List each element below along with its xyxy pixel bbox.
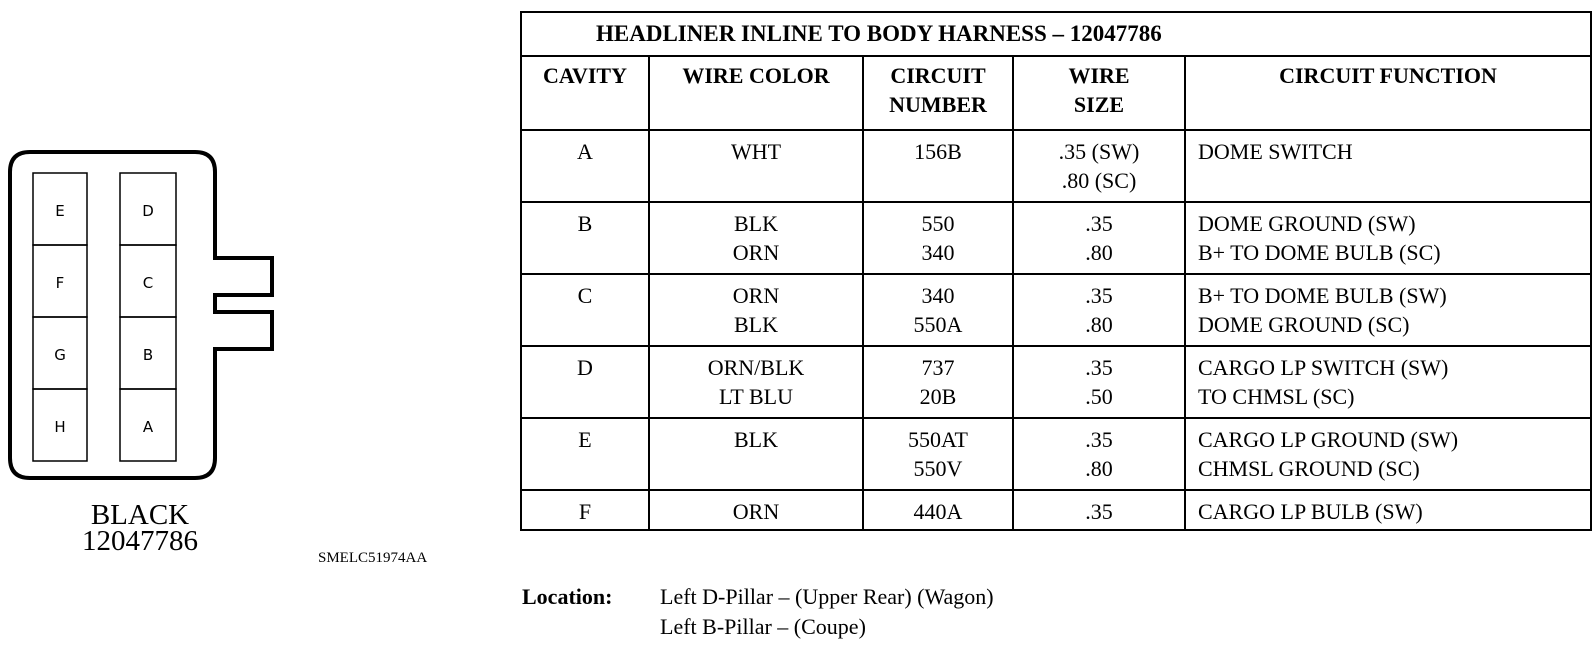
cell-circuit-function-line: CARGO LP BULB (SW) bbox=[1198, 499, 1423, 524]
cell-circuit-number bbox=[863, 490, 1013, 530]
connector-color: BLACK bbox=[90, 499, 190, 531]
cell-wire-size-line: .35 bbox=[1085, 355, 1113, 380]
table-row bbox=[521, 490, 1591, 530]
drawing-code: SMELC51974AA bbox=[318, 550, 428, 566]
cell-wire-size-line: .50 bbox=[1085, 384, 1113, 409]
cell-circuit-function bbox=[1185, 202, 1591, 274]
table-header-row bbox=[521, 56, 1591, 130]
header-circuit-number bbox=[863, 56, 1013, 130]
cell-wire-color bbox=[649, 490, 863, 530]
pin-label-g: G bbox=[54, 346, 66, 364]
cell-circuit-number bbox=[863, 418, 1013, 490]
cell-cavity: A bbox=[521, 130, 649, 202]
connector-housing bbox=[10, 152, 272, 478]
cell-circuit-number bbox=[863, 274, 1013, 346]
pin-label-b: B bbox=[142, 346, 154, 364]
location-line: Left D-Pillar – (Upper Rear) (Wagon) bbox=[660, 584, 994, 609]
cell-circuit-number-line: 20B bbox=[919, 384, 957, 409]
table-row bbox=[521, 418, 1591, 490]
cell-circuit-number-line: 340 bbox=[921, 240, 955, 265]
cell-cavity: F bbox=[521, 490, 649, 530]
cell-wire-size-line: .35 bbox=[1085, 283, 1113, 308]
cell-circuit-function-line: CHMSL GROUND (SC) bbox=[1198, 456, 1420, 481]
cell-circuit-number-line: 550 bbox=[921, 211, 955, 236]
header-circuit-number-line1: CIRCUIT bbox=[890, 63, 986, 88]
cell-wire-color-line: WHT bbox=[730, 139, 782, 164]
table-title: HEADLINER INLINE TO BODY HARNESS – 12047786 bbox=[521, 12, 1591, 56]
cell-wire-color bbox=[649, 202, 863, 274]
cell-wire-color-line: ORN bbox=[732, 499, 780, 524]
cell-circuit-number-line: 440A bbox=[913, 499, 963, 524]
cell-circuit-function-line: CARGO LP GROUND (SW) bbox=[1198, 427, 1459, 452]
harness-pinout-table bbox=[520, 11, 1592, 531]
header-cavity: CAVITY bbox=[521, 56, 649, 130]
cell-circuit-function bbox=[1185, 418, 1591, 490]
cell-circuit-number bbox=[863, 130, 1013, 202]
connector-face-diagram bbox=[0, 140, 300, 500]
cell-wire-size bbox=[1013, 418, 1185, 490]
header-wire-color: WIRE COLOR bbox=[649, 56, 863, 130]
cell-wire-color-line: BLK bbox=[734, 312, 778, 337]
cell-wire-size-line: .35 (SW) bbox=[1058, 139, 1140, 164]
cell-circuit-function-line: B+ TO DOME BULB (SC) bbox=[1198, 240, 1441, 265]
header-wire-size bbox=[1013, 56, 1185, 130]
cell-wire-color bbox=[649, 130, 863, 202]
cell-circuit-number-line: 550AT bbox=[908, 427, 968, 452]
cell-wire-color-line: BLK bbox=[734, 427, 778, 452]
header-circuit-number-line2: NUMBER bbox=[889, 92, 987, 117]
cell-wire-color bbox=[649, 346, 863, 418]
connector-part-number: 12047786 bbox=[82, 525, 198, 557]
cell-cavity: B bbox=[521, 202, 649, 274]
location-line: Left B-Pillar – (Coupe) bbox=[660, 614, 866, 639]
cell-wire-color-line: ORN/BLK bbox=[707, 355, 805, 380]
header-wire-size-line1: WIRE bbox=[1068, 63, 1130, 88]
cell-wire-size-line: .80 bbox=[1085, 312, 1113, 337]
cell-wire-size bbox=[1013, 130, 1185, 202]
cell-wire-color-line: BLK bbox=[734, 211, 778, 236]
cell-wire-size-line: .35 bbox=[1085, 211, 1113, 236]
cell-wire-color bbox=[649, 418, 863, 490]
cell-circuit-number-line: 550A bbox=[913, 312, 963, 337]
cell-circuit-function-line: B+ TO DOME BULB (SW) bbox=[1198, 283, 1447, 308]
pin-column-right bbox=[120, 173, 176, 461]
cell-wire-color-line: ORN bbox=[732, 240, 780, 265]
cell-wire-color bbox=[649, 274, 863, 346]
table-row bbox=[521, 130, 1591, 202]
header-circuit-function: CIRCUIT FUNCTION bbox=[1185, 56, 1591, 130]
cell-circuit-function-line: TO CHMSL (SC) bbox=[1198, 384, 1355, 409]
cell-circuit-number-line: 340 bbox=[921, 283, 955, 308]
cell-cavity: C bbox=[521, 274, 649, 346]
cell-circuit-number bbox=[863, 202, 1013, 274]
cell-circuit-function-line: DOME GROUND (SC) bbox=[1198, 312, 1410, 337]
cell-circuit-function-line: DOME GROUND (SW) bbox=[1198, 211, 1416, 236]
cell-circuit-number-line: 156B bbox=[914, 139, 962, 164]
cell-circuit-number bbox=[863, 346, 1013, 418]
cell-wire-size-line: .35 bbox=[1085, 499, 1113, 524]
header-wire-size-line2: SIZE bbox=[1073, 92, 1125, 117]
cell-cavity: E bbox=[521, 418, 649, 490]
cell-wire-size-line: .80 (SC) bbox=[1061, 168, 1137, 193]
connector-caption bbox=[40, 499, 240, 557]
cell-wire-size bbox=[1013, 274, 1185, 346]
cell-wire-size bbox=[1013, 346, 1185, 418]
cell-circuit-function bbox=[1185, 274, 1591, 346]
cell-circuit-number-line: 737 bbox=[921, 355, 955, 380]
cell-wire-size bbox=[1013, 490, 1185, 530]
pin-label-a: A bbox=[142, 418, 154, 436]
pin-column-left bbox=[33, 173, 87, 461]
table-row bbox=[521, 346, 1591, 418]
pin-label-e: E bbox=[55, 202, 65, 220]
cell-circuit-function bbox=[1185, 346, 1591, 418]
cell-circuit-function-line: CARGO LP SWITCH (SW) bbox=[1198, 355, 1449, 380]
location-label: Location: bbox=[522, 584, 613, 609]
cell-wire-size bbox=[1013, 202, 1185, 274]
cell-wire-size-line: .35 bbox=[1085, 427, 1113, 452]
cell-circuit-number-line: 550V bbox=[913, 456, 963, 481]
cell-circuit-function bbox=[1185, 130, 1591, 202]
table-row bbox=[521, 202, 1591, 274]
cell-wire-color-line: ORN bbox=[732, 283, 780, 308]
cell-wire-color-line: LT BLU bbox=[719, 384, 793, 409]
cell-circuit-function-line: DOME SWITCH bbox=[1198, 139, 1353, 164]
cell-wire-size-line: .80 bbox=[1085, 456, 1113, 481]
pin-label-c: C bbox=[142, 274, 154, 292]
cell-wire-size-line: .80 bbox=[1085, 240, 1113, 265]
pin-label-f: F bbox=[55, 274, 65, 292]
pin-label-d: D bbox=[142, 202, 154, 220]
cell-circuit-function bbox=[1185, 490, 1591, 530]
pin-label-h: H bbox=[54, 418, 66, 436]
table-row bbox=[521, 274, 1591, 346]
cell-cavity: D bbox=[521, 346, 649, 418]
